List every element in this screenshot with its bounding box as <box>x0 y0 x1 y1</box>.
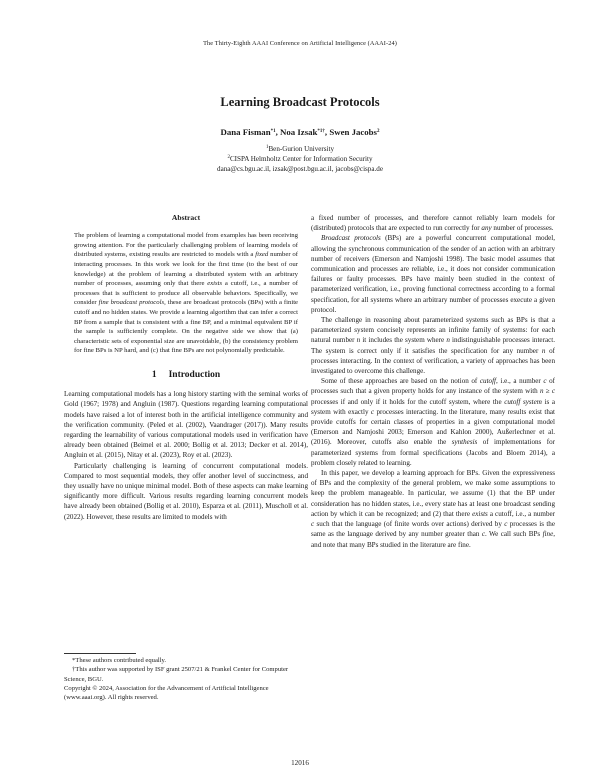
footnote-equal-contribution: *These authors contributed equally. <box>72 657 167 664</box>
right-column <box>311 213 555 550</box>
body-paragraph: The challenge in reasoning about parameterized systems such as BPs is that a parameterized system concisely represents an infinite family of systems: for each natural number n it includes the system where n indistinguishable processes interact. The system is correct only if it satisfies the specification for any number n of processes interacting. In the context of verification, a variety of approaches has been investigated to overcome this challenge. <box>311 316 555 376</box>
footnotes <box>64 653 308 702</box>
body-paragraph: Broadcast protocols (BPs) are a powerful concurrent computational model, allowing the synchronous communication of the sender of an action with an arbitrary number of receivers (Emerson and Namjoshi 1998). The basic model assumes that communication and processes are reliable, i.e., it does not consider communication failures or faulty processes. BPs have mainly been studied in the context of parameterized verification, i.e., proving functional correctness according to a formal specification, for all systems where an arbitrary number of processes execute a given protocol. <box>311 234 555 314</box>
body-paragraph: Particularly challenging is learning of concurrent computational models. Compared to most sequential models, they offer another level of succinctness, and they usually have no unique minimal model. Both of these aspects can make learning significantly more difficult. Various results regarding learning concurrent models have already been obtained (Bollig et al. 2010), Esparza et al. (2011), Muscholl et al. (2022). However, these results are limited to models with <box>64 461 308 521</box>
emphasis-text: exists <box>207 280 223 288</box>
section-title: Introduction <box>168 369 221 380</box>
page-number: 12016 <box>291 759 309 767</box>
section-number: 1 <box>151 369 157 380</box>
footnote-funding: †This author was supported by ISF grant 2507/21 & Frankel Center for Computer Science, BGU. <box>64 666 289 683</box>
left-column <box>64 213 308 522</box>
body-paragraph: Some of these approaches are based on the notion of cutoff, i.e., a number c of processes such that a given property holds for any instance of the system with n ≥ c processes if and only if it holds for the cutoff system, where the cutoff system is a system with exactly c processes interacting. In the literature, many results exist that provide cutoffs for certain classes of properties in a given computational model (Emerson and Namjoshi 2003; Emerson and Kahlon 2000), Außerlechner et al. (2016). Moreover, cutoffs also enable the synthesis of implementations for parameterized systems from formal specifications (Jacobs and Bloem 2014), a problem closely related to learning. <box>311 377 555 467</box>
author-list: Dana Fisman$^{*1}$, Noa Izsak$^{*1\dagger}$, Swen Jacobs$^2$ <box>220 127 380 137</box>
emphasis-text: fixed <box>255 251 269 259</box>
paper-title: Learning Broadcast Protocols <box>220 95 380 109</box>
abstract-heading: Abstract <box>171 213 201 222</box>
author-marks: *1† <box>317 129 325 134</box>
emphasis-text: n <box>356 336 361 345</box>
copyright-notice: Copyright © 2024, Association for the Advancement of Artificial Intelligence (www.aaai.org). All rights reserved. <box>64 684 269 702</box>
affiliation: $^2$CISPA Helmholtz Center for Information Security <box>227 155 373 164</box>
emphasis-text: c <box>543 377 547 386</box>
author-emails: dana@cs.bgu.ac.il, izsak@post.bgu.ac.il, jacobs@cispa.de <box>217 165 383 174</box>
footnote-rule <box>64 653 136 654</box>
emphasis-text: c <box>504 520 508 529</box>
author-name: Dana Fisman <box>220 127 271 137</box>
body-paragraph: a fixed number of processes, and therefore cannot reliably learn models for (distributed) protocols that are expected to run correctly for any number of processes. <box>311 214 555 233</box>
author-marks: 2 <box>377 129 380 134</box>
emphasis-text: fine <box>542 530 554 539</box>
emphasis-text: n <box>541 346 546 355</box>
author-marks: *1 <box>270 129 276 134</box>
emphasis-text: c <box>481 530 486 539</box>
emphasis-text: fine broadcast protocols <box>98 299 165 307</box>
emphasis-text: cutoff <box>479 377 497 386</box>
author-name: Noa Izsak <box>280 127 318 137</box>
affiliation: $^1$Ben-Gurion University <box>265 145 335 153</box>
emphasis-text: cutoff system <box>504 397 542 406</box>
emphasis-text: c <box>311 520 315 529</box>
emphasis-text: Broadcast protocols <box>321 234 381 243</box>
emphasis-text: any <box>481 224 492 233</box>
section-heading <box>64 370 308 380</box>
emphasis-text: exists <box>472 509 488 518</box>
abstract-text: The problem of learning a computational model from examples has been receiving growing attention. For the particularly challenging problem of learning models of distributed systems, existing results are restricted to models with a fixed number of interacting processes. In this work we look for the first time (to the best of our knowledge) at the problem of learning a distributed system with an arbitrary number of processes, assuming only that there exists a cutoff, i.e., a number of processes that is sufficient to produce all observable behaviors. Specifically, we consider fine broadcast protocols, these are broadcast protocols (BPs) with a finite cutoff and no hidden states. We provide a learning algorithm that can infer a correct BP from a sample that is consistent with a fine BP, and a minimal equivalent BP if the sample is sufficiently complete. On the negative side we show that (a) characteristic sets of exponential size are unavoidable, (b) the consistency problem for fine BPs is NP hard, and (c) that fine BPs are not polynomially predictable. <box>74 232 299 355</box>
affiliations <box>0 144 600 175</box>
body-paragraph: In this paper, we develop a learning approach for BPs. Given the expressiveness of BPs and the complexity of the general problem, we make some assumptions to keep the problem manageable. In particular, we assume (1) that the BP under consideration has no hidden states, i.e., every state has at least one broadcast sending action by which it can be recognized; and (2) that there exists a cutoff, i.e., a number c such that the language (of finite words over actions) derived by c processes is the same as the language derived by any number greater than c. We call such BPs fine, and note that many BPs studied in the literature are fine. <box>311 469 555 549</box>
emphasis-text: n ≥ c <box>539 387 555 396</box>
body-paragraph: Learning computational models has a long history starting with the seminal works of Gold (1967; 1978) and Angluin (1987). Questions regarding learning computational models have raised a lot of interest both in the artificial intelligence community and the verification community. (Peled et al. (2002), Vaandrager (2017)). Many results regarding the learnability of various computational models used in verification have already been obtained (Beimel et al. 2000; Bollig et al. 2013; Decker et al. 2014), Angluin et al. (2015), Nitay et al. (2023), Roy et al. (2023). <box>64 390 308 460</box>
emphasis-text: c <box>370 407 375 416</box>
conference-header: The Thirty-Eighth AAAI Conference on Artificial Intelligence (AAAI-24) <box>203 40 397 47</box>
emphasis-text: synthesis <box>451 438 478 447</box>
author-name: Swen Jacobs <box>329 127 377 137</box>
emphasis-text: n <box>446 336 450 345</box>
